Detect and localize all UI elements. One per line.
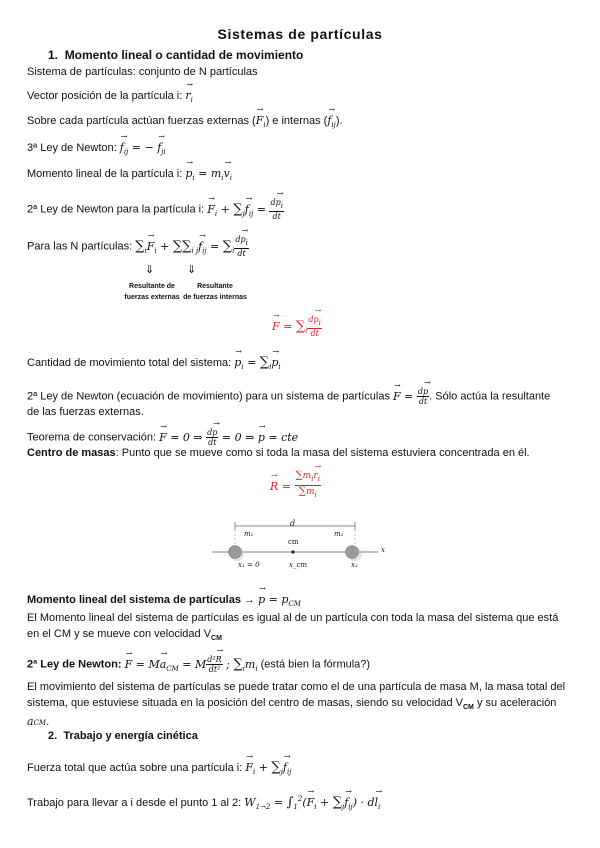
line-ml-text1: El Momento lineal del sistema de partículas es igual al de un partícula con toda la masa del sistema que está (27, 612, 559, 624)
formula-ri: → $r_i$ (185, 89, 193, 102)
section2-title: Trabajo y energía cinética (63, 730, 198, 742)
diagram-m1-label: m₁ (244, 530, 254, 538)
formula-p-total: → $p_i = \sum_i\to p_i$ (234, 356, 280, 369)
mass-1-ball (229, 546, 242, 559)
formula-pi: → $p_i = m_i\to v_i$ (185, 167, 232, 180)
line-fuerza-total: Fuerza total que actúa sobre una partícula i: → $F_i + \sum_j\to f_{ij}$ (27, 760, 291, 776)
label-resultante-internas: Resultante de fuerzas internas (183, 283, 247, 301)
formula-F-total-red: → $F = \sum_i$ $\frac{d\to pi}{dt}$ (272, 315, 322, 338)
line-vector-posicion: Vector posición de la partícula i: → $r_i$ (27, 89, 193, 104)
arrow-down-int: ⇓ (187, 264, 197, 276)
line-newton3: 3ª Ley de Newton: → $f_{ij}$ = − → $f_{ji}$ (27, 141, 166, 156)
section2-heading (48, 730, 198, 742)
cm-point (291, 550, 294, 553)
line-ecuacion-cont: de las fuerzas externas. (27, 406, 144, 418)
arrow-down-ext: ⇓ (145, 264, 155, 276)
line-centro-masas: Centro de masas: Punto que se mueve como si toda la masa del sistema estuviera concentrada en él. (27, 447, 530, 459)
formula-acm: aCM. (27, 715, 50, 728)
formula-R-cm-red: → R = $\frac{\sum m_i\to r_i}{\sum m_i}$ (270, 470, 321, 501)
line-newton2-particula: 2ª Ley de Newton para la partícula i: → $F_i + \sum_j\to f_{ij}$ = $\frac{d\to pi}{dt}$ (27, 198, 284, 221)
section1-heading (48, 48, 303, 62)
diagram-d-label: d (290, 519, 296, 528)
line-fuerzas: Sobre cada partícula actúan fuerzas externas (→ $F_i$) e internas (→ $f_{ij}$). (27, 114, 343, 129)
formula-newton2-i: → $F_i + \sum_j\to f_{ij}$ = $\frac{d\to pi}{dt}$ (207, 203, 284, 216)
line-sistema: Sistema de partículas: conjunto de N partículas (27, 66, 258, 78)
line-cantidad-total: Cantidad de movimiento total del sistema: → $p_i = \sum_i\to p_i$ (27, 355, 281, 371)
formula-trabajo: $W_{1\to 2} = \int_1^2(\to F_i + \sum_j\to f_{ij}) \cdot d\to l_i$ (244, 796, 380, 809)
formula-fuerza-total: → $F_i + \sum_j\to f_{ij}$ (245, 761, 291, 774)
mass-2-ball (346, 546, 359, 559)
diagram-cm-label: cm (288, 538, 299, 546)
section1-title: Momento lineal o cantidad de movimiento (64, 48, 304, 62)
diagram-m2-label: m₂ (334, 530, 344, 538)
diagram-x2-label: x₂ (351, 561, 358, 569)
diagram-x-label: x (381, 546, 385, 554)
line-ml-text2: en el CM y se mueve con velocidad $V_{CM}$ (27, 628, 222, 642)
cm-diagram (210, 518, 390, 578)
formula-conservacion: → F = 0 ⇒ $\frac{d\to p}{dt}$ = 0 ⇒ → p = cte (159, 431, 298, 444)
section2-number: 2. (48, 730, 58, 742)
line-mov-text1: El movimiento del sistema de partículas se puede tratar como el de una partícula de masa M, la masa total del (27, 681, 566, 693)
formula-N: $\sum_i\to F_i + \sum\sum_{i j}\to f_{ij} = \sum_i$ $\frac{d\to pi}{dt}$ (135, 240, 249, 253)
formula-F-Ma: → $F = M\to a_{CM} = M$ $\frac{\text{d²→ R}}{\text{dt²}}$ ; $\sum_im_i$ (125, 658, 258, 671)
formula-p-pcm: → $p = p_{CM}$ (258, 593, 301, 606)
formula-newton3: → $f_{ij}$ = − → $f_{ji}$ (120, 141, 166, 154)
section1-number: 1. (48, 48, 59, 62)
diagram-x1-label: x₁ = 0 (238, 561, 260, 569)
label-resultante-externas: Resultante de fuerzas externas (124, 283, 180, 301)
line-newton2-sistema: 2ª Ley de Newton: → $F = M\to a_{CM} = M$ $\frac{\text{d²→ R}}{\text{dt²}}$ ; $\sum_im_i$ (está bien la fórmula?) (27, 655, 370, 674)
line-mov-text2: sistema, que estuviese situada en la posición del centro de masas, siendo su velocidad $V_{CM}$ y su aceleración (27, 697, 557, 711)
line-conservacion: Teorema de conservación: → F = 0 ⇒ $\frac{d\to p}{dt}$ = 0 ⇒ → p = cte (27, 428, 298, 447)
diagram-xcm-label: x_cm (289, 561, 308, 569)
page-title: Sistemas de partículas (217, 26, 383, 42)
line-momento-sistema: Momento lineal del sistema de partículas → → $p = p_{CM}$ (27, 593, 301, 608)
line-N-particulas: Para las N partículas: $\sum_i\to F_i + \sum\sum_{i j}\to f_{ij} = \sum_i$ $\frac{d\to pi}{dt}$ (27, 235, 249, 258)
line-ecuacion-movimiento: 2ª Ley de Newton (ecuación de movimiento) para un sistema de partículas → F = $\frac{d\to p}{dt}$ . Sólo actúa la resultante (27, 387, 550, 406)
line-trabajo: Trabajo para llevar a i desde el punto 1 al 2: $W_{1\to 2} = \int_1^2(\to F_i + \sum_j\to f_{ij}) \cdot d\to l_i$ (27, 795, 380, 811)
line-momento-particula: Momento lineal de la partícula i: → $p_i = m_i\to v_i$ (27, 167, 232, 182)
formula-F-dpdt: → F = $\frac{d\to p}{dt}$ (393, 390, 429, 403)
